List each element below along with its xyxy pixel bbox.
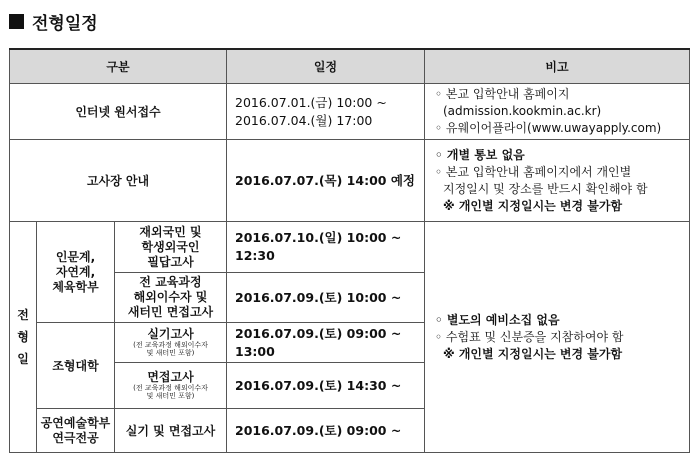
type-line: 실기고사 bbox=[147, 327, 194, 341]
type-note: (전 교육과정 해외이수자 bbox=[133, 384, 208, 392]
type-line: 학생외국인 bbox=[141, 239, 200, 254]
online-application-remarks bbox=[425, 84, 690, 140]
design-practical-schedule: 2016.07.09.(토) 09:00 ~ 13:00 bbox=[227, 323, 425, 363]
humanities-written-row bbox=[10, 222, 690, 273]
online-application-label: 인터넷 원서접수 bbox=[10, 84, 227, 140]
performing-schedule: 2016.07.09.(토) 09:00 ~ bbox=[227, 409, 425, 453]
header-category: 구분 bbox=[10, 49, 227, 84]
exam-notice-schedule: 2016.07.07.(목) 14:00 예정 bbox=[227, 140, 425, 222]
schedule-line: 2016.07.04.(월) 17:00 bbox=[235, 112, 373, 128]
remark-line: (admission.kookmin.ac.kr) bbox=[443, 104, 602, 118]
header-schedule: 일정 bbox=[227, 49, 425, 84]
label-char: 일 bbox=[17, 352, 29, 366]
humanities-interview-schedule: 2016.07.09.(토) 10:00 ~ bbox=[227, 273, 425, 323]
remark-line: ◦ 본교 입학안내 홈페이지에서 개인별 bbox=[435, 164, 632, 179]
remark-line: ◦ 개별 통보 없음 bbox=[435, 147, 525, 162]
label-line: 자연계, bbox=[55, 264, 96, 279]
humanities-written-type bbox=[115, 222, 227, 273]
label-char: 형 bbox=[17, 330, 29, 344]
type-line: 해외이수자 및 bbox=[133, 290, 208, 304]
label-char: 전 bbox=[17, 308, 29, 322]
design-practical-type bbox=[115, 323, 227, 363]
exam-notice-label: 고사장 안내 bbox=[10, 140, 227, 222]
type-line: 재외국민 및 bbox=[139, 224, 202, 239]
section-title bbox=[9, 9, 98, 33]
exam-day-label bbox=[10, 222, 37, 453]
remark-line: ◦ 별도의 예비소집 없음 bbox=[435, 312, 560, 327]
design-interview-schedule: 2016.07.09.(토) 14:30 ~ bbox=[227, 363, 425, 409]
performing-type: 실기 및 면접고사 bbox=[115, 409, 227, 453]
remark-line: ※ 개인별 지정일시는 변경 불가함 bbox=[443, 198, 623, 213]
exam-day-remarks bbox=[425, 222, 690, 453]
type-note: (전 교육과정 해외이수자 bbox=[133, 341, 208, 349]
remark-line: ※ 개인별 지정일시는 변경 불가함 bbox=[443, 346, 623, 361]
remark-line: ◦ 유웨이어플라이(www.uwayapply.com) bbox=[435, 121, 662, 135]
type-line: 전 교육과정 bbox=[139, 275, 202, 289]
label-line: 공연예술학부 bbox=[40, 415, 111, 430]
label-line: 체육학부 bbox=[52, 279, 99, 294]
online-application-row bbox=[10, 84, 690, 140]
type-line: 필답고사 bbox=[147, 254, 194, 269]
design-interview-type bbox=[115, 363, 227, 409]
performing-label bbox=[37, 409, 115, 453]
exam-notice-remarks bbox=[425, 140, 690, 222]
remark-line: 지정일시 및 장소를 반드시 확인해야 함 bbox=[443, 181, 648, 196]
schedule-line: 2016.07.01.(금) 10:00 ~ bbox=[235, 94, 387, 110]
humanities-interview-type bbox=[115, 273, 227, 323]
type-line: 새터민 면접고사 bbox=[127, 305, 214, 319]
remark-line: ◦ 수험표 및 신분증을 지참하여야 함 bbox=[435, 329, 624, 344]
exam-notice-row bbox=[10, 140, 690, 222]
label-line: 연극전공 bbox=[52, 430, 99, 445]
schedule-table bbox=[9, 48, 690, 453]
section-title-text: 전형일정 bbox=[32, 13, 98, 34]
remark-line: ◦ 본교 입학안내 홈페이지 bbox=[435, 87, 570, 101]
humanities-label bbox=[37, 222, 115, 323]
online-application-schedule bbox=[227, 84, 425, 140]
header-row bbox=[10, 49, 690, 84]
label-line: 인문계, bbox=[55, 249, 96, 264]
type-line: 면접고사 bbox=[147, 370, 194, 384]
black-square-icon bbox=[9, 14, 24, 29]
humanities-written-schedule: 2016.07.10.(일) 10:00 ~ 12:30 bbox=[227, 222, 425, 273]
type-note: 및 새터민 포함) bbox=[146, 392, 195, 400]
design-label: 조형대학 bbox=[37, 323, 115, 409]
type-note: 및 새터민 포함) bbox=[146, 349, 195, 357]
header-remarks: 비고 bbox=[425, 49, 690, 84]
